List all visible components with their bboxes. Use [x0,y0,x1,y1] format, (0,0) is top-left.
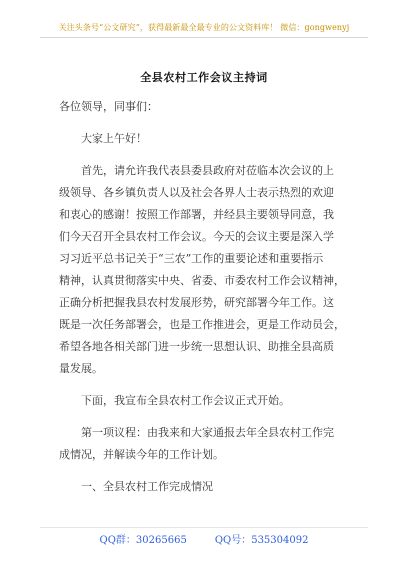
salutation: 各位领导，同事们： [59,100,158,113]
paragraph-line: 既是一次任务部署会，也是工作推进会，更是工作动员会， [59,318,345,331]
paragraph-line: 们今天召开全县农村工作会议。今天的会议主要是深入学 [59,230,334,243]
paragraph-line: 和衷心的感谢！按照工作部署，并经县主要领导同意，我 [59,208,334,221]
section-heading: 一、全县农村工作完成情况 [81,480,213,493]
agenda-line: 第一项议程：由我来和大家通报去年全县农村工作完 [81,426,334,439]
paragraph-line: 精神，认真贯彻落实中央、省委、市委农村工作会议精神， [59,274,345,287]
greeting: 大家上午好！ [81,132,147,145]
footer-qq-group: QQ群：30265665 [99,535,187,546]
document-title: 全县农村工作会议主持词 [140,71,268,84]
paragraph-line: 首先，请允许我代表县委县政府对莅临本次会议的上 [81,164,334,177]
paragraph-line: 量发展。 [59,362,103,375]
header-divider [40,37,368,38]
paragraph-line: 习习近平总书记关于“三农”工作的重要论述和重要指示 [59,252,324,265]
footer-qq-number: QQ号：535304092 [214,535,309,546]
paragraph-line: 级领导、各乡镇负责人以及社会各界人士表示热烈的欢迎 [59,186,334,199]
paragraph-line: 希望各地各相关部门进一步统一思想认识、助推全县高质 [59,340,334,353]
announcement-line: 下面，我宣布全县农村工作会议正式开始。 [81,394,290,407]
header-note: 关注头条号“公文研究”，获得最新最全最专业的公文资料库！ 微信：gongwenyj [58,23,350,32]
footer-divider [40,527,368,528]
agenda-line: 成情况，并解读今年的工作计划。 [59,448,224,461]
footer [0,531,408,546]
paragraph-line: 正确分析把握我县农村发展形势，研究部署今年工作。这 [59,296,334,309]
